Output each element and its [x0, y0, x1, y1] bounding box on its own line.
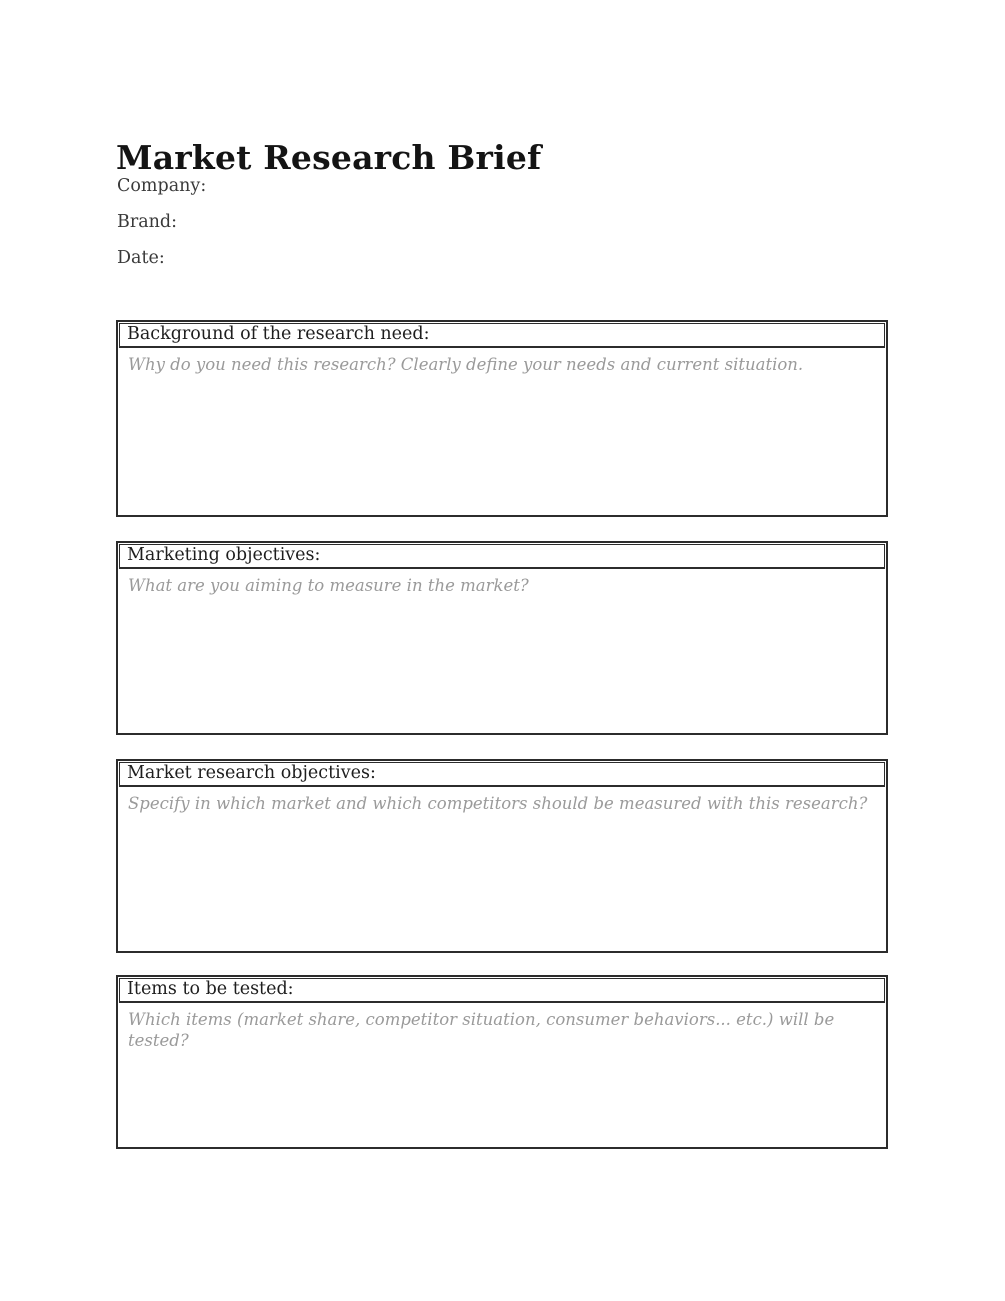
section-marketing-objectives-input-area[interactable]: What are you aiming to measure in the market?	[128, 576, 529, 595]
brand-value-area[interactable]	[183, 214, 383, 232]
section-market-research-objectives-heading: Market research objectives:	[119, 762, 885, 787]
page-title: Market Research Brief	[116, 138, 542, 178]
section-background-input-area[interactable]: Why do you need this research? Clearly define your needs and current situation.	[128, 355, 804, 374]
brand-label: Brand:	[117, 212, 178, 232]
company-field-row	[117, 176, 888, 196]
section-items-to-be-tested	[116, 975, 888, 1149]
date-label: Date:	[117, 248, 165, 268]
section-items-to-be-tested-heading: Items to be tested:	[119, 978, 885, 1003]
section-market-research-objectives	[116, 759, 888, 953]
section-marketing-objectives-heading: Marketing objectives:	[119, 544, 885, 569]
section-market-research-objectives-input-area[interactable]: Specify in which market and which competitors should be measured with this research?	[128, 794, 868, 813]
date-value-area[interactable]	[170, 250, 370, 268]
section-marketing-objectives	[116, 541, 888, 735]
section-items-to-be-tested-input-area[interactable]: Which items (market share, competitor situation, consumer behaviors... etc.) will be tested?	[128, 1010, 835, 1050]
section-background-heading: Background of the research need:	[119, 323, 885, 348]
section-background	[116, 320, 888, 517]
brand-field-row	[117, 212, 888, 232]
company-value-area[interactable]	[212, 178, 412, 196]
company-label: Company:	[117, 176, 207, 196]
date-field-row	[117, 248, 888, 268]
